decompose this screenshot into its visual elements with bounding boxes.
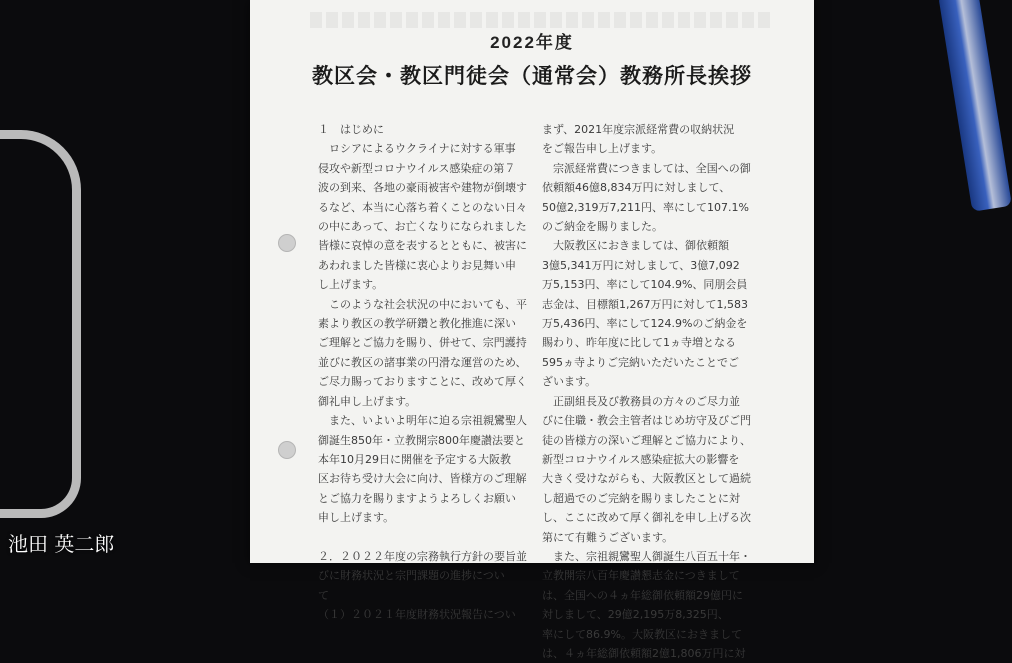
document-line: 皆様に哀悼の意を表するとともに、被害に bbox=[318, 239, 527, 253]
document-line: し超過でのご完納を賜りましたことに対 bbox=[542, 491, 740, 505]
document-line: びに住職・教会主管者はじめ坊守及びご門 bbox=[542, 414, 751, 428]
document-line: あわれました皆様に衷心よりお見舞い申 bbox=[318, 258, 516, 272]
document-year: 2022年度 bbox=[490, 33, 574, 52]
document-paper bbox=[250, 0, 814, 660]
document-line: ご理解とご協力を賜り、併せて、宗門護持 bbox=[318, 336, 527, 350]
document-line: 波の到来、各地の豪雨被害や建物が倒壊す bbox=[318, 181, 527, 195]
document-line: 正副組長及び教務員の方々のご尽力並 bbox=[542, 394, 740, 408]
document-line: の中にあって、お亡くなりになられました bbox=[318, 220, 527, 234]
document-line: るなど、本当に心落ち着くことのない日々 bbox=[318, 200, 527, 214]
document-line: ざいます。 bbox=[542, 375, 597, 389]
document-line: は、４ヵ年総御依頼額2億1,806万円に対 bbox=[542, 646, 746, 660]
document-line: ロシアによるウクライナに対する軍事 bbox=[318, 142, 516, 156]
document-line: 宗派経常費につきましては、全国への御 bbox=[542, 161, 751, 175]
punch-hole bbox=[278, 234, 296, 252]
document-line: 御礼申し上げます。 bbox=[318, 394, 417, 408]
document-line: びに財務状況と宗門課題の進捗につい bbox=[318, 569, 505, 583]
document-line: また、宗祖親鸞聖人御誕生八百五十年・ bbox=[542, 549, 751, 563]
document-line: 万5,153円、率にして104.9%、同朋会員 bbox=[542, 278, 748, 292]
document-line: （１）２０２１年度財務状況報告につい bbox=[318, 608, 516, 622]
document-line: 御誕生850年・立教開宗800年慶讃法要と bbox=[318, 433, 525, 447]
document-line: 本年10月29日に開催を予定する大阪教 bbox=[318, 452, 511, 466]
document-title: 教区会・教区門徒会（通常会）教務所長挨拶 bbox=[312, 64, 752, 88]
document-right-column bbox=[542, 120, 772, 663]
document-line: 万5,436円、率にして124.9%のご納金を bbox=[542, 317, 748, 331]
document-line: 並びに教区の諸事業の円滑な運営のため、 bbox=[318, 355, 527, 369]
document-line: 対しまして、29億2,195万8,325円、 bbox=[542, 608, 729, 622]
document-line: をご報告申し上げます。 bbox=[542, 142, 663, 156]
document-line: このような社会状況の中においても、平 bbox=[318, 297, 527, 311]
document-line: 志金は、目標額1,267万円に対して1,583 bbox=[542, 297, 748, 311]
document-line: 大きく受けながらも、大阪教区として過続 bbox=[542, 472, 751, 486]
document-line: １ はじめに bbox=[318, 123, 384, 136]
document-line: は、全国への４ヵ年総御依頼額29億円に bbox=[542, 588, 743, 602]
document-line: まず、2021年度宗派経常費の収納状況 bbox=[542, 123, 735, 136]
document-line: 申し上げます。 bbox=[318, 511, 395, 525]
document-line: ２．２０２２年度の宗務執行方針の要旨並 bbox=[318, 549, 527, 563]
document-line: とご協力を賜りますようよろしくお願い bbox=[318, 491, 516, 505]
document-line: 50億2,319万7,211円、率にして107.1% bbox=[542, 200, 749, 214]
document-line: し、ここに改めて厚く御礼を申し上げる次 bbox=[542, 511, 751, 525]
document-line: 素より教区の教学研鑽と教化推進に深い bbox=[318, 317, 516, 331]
document-line: し上げます。 bbox=[318, 278, 384, 292]
punch-hole bbox=[278, 441, 296, 459]
document-line: 新型コロナウイルス感染症拡大の影響を bbox=[542, 452, 740, 466]
document-line: 依頼額46億8,834万円に対しまして、 bbox=[542, 181, 731, 195]
document-line: て bbox=[318, 588, 329, 602]
document-line: 率にして86.9%。大阪教区におきまして bbox=[542, 627, 742, 641]
document-left-column bbox=[318, 120, 548, 625]
pen-background bbox=[938, 0, 1012, 212]
document-line: また、いよいよ明年に迫る宗祖親鸞聖人 bbox=[318, 414, 527, 428]
document-line: 立教開宗八百年慶讃懇志金につきまして bbox=[542, 569, 740, 583]
document-line: 区お待ち受け大会に向け、皆様方のご理解 bbox=[318, 472, 527, 486]
document-line: 侵攻や新型コロナウイルス感染症の第７ bbox=[318, 161, 516, 175]
document-line: 大阪教区におきましては、御依頼額 bbox=[542, 239, 729, 253]
document-line: のご納金を賜りました。 bbox=[542, 220, 663, 234]
document-line: 595ヵ寺よりご完納いただいたことでご bbox=[542, 355, 739, 369]
participant-name-label: 池田 英二郎 bbox=[8, 532, 115, 556]
document-line bbox=[318, 528, 548, 547]
bleed-through-text bbox=[310, 12, 774, 28]
document-line: 徒の皆様方の深いご理解とご協力により、 bbox=[542, 433, 751, 447]
document-line: 3億5,341万円に対しまして、3億7,092 bbox=[542, 258, 740, 272]
cable-background bbox=[0, 130, 81, 518]
document-line: ご尽力賜っておりますことに、改めて厚く bbox=[318, 375, 527, 389]
document-line: 第にて有難うございます。 bbox=[542, 530, 674, 544]
document-line: 賜わり、昨年度に比して1ヵ寺増となる bbox=[542, 336, 736, 350]
